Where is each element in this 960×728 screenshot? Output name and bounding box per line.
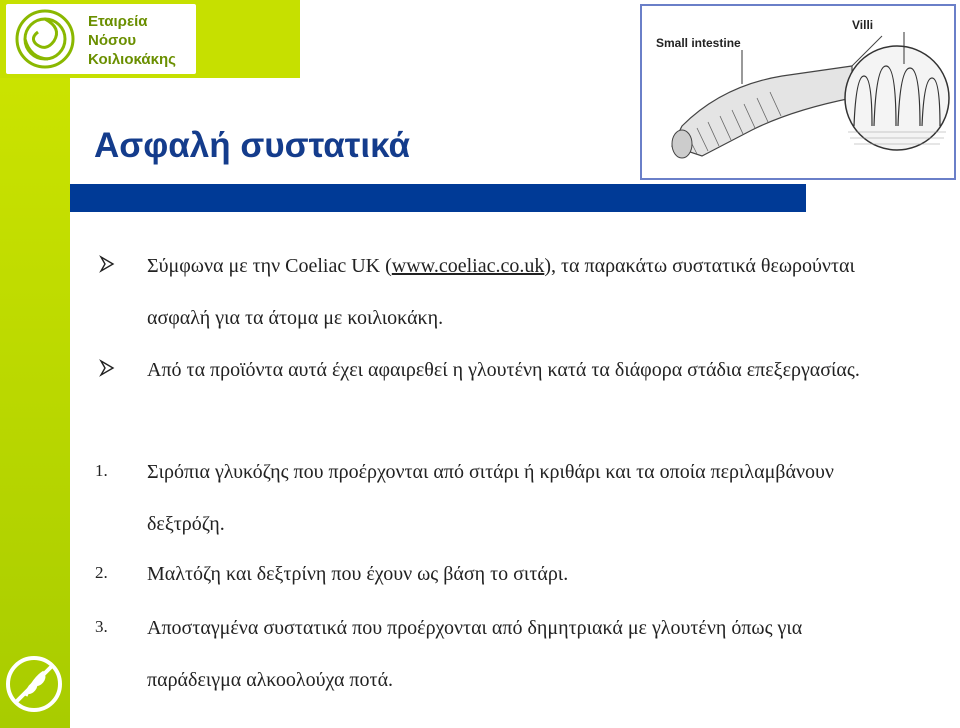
bullet-text-before-link: Σύμφωνα με την Coeliac UK ( [147,255,392,277]
numbered-text: Σιρόπια γλυκόζης που προέρχονται από σιτάρι ή κριθάρι και τα οποία περιλαμβάνουν δεξτρόζη. [147,461,834,535]
coeliac-link[interactable]: www.coeliac.co.uk [391,255,545,277]
item-number: 3. [95,617,108,636]
left-green-bar [0,0,70,728]
logo-text [88,12,176,69]
intestine-villi-drawing [642,6,954,178]
bullet-text: Από τα προϊόντα αυτά έχει αφαιρεθεί η γλουτένη κατά τα διάφορα στάδια επεξεργασίας. [147,359,860,381]
arrow-bullet-icon [99,359,115,377]
item-number: 1. [95,461,108,480]
small-intestine-illustration [640,4,956,180]
logo-line-1: Εταιρεία [88,13,148,30]
numbered-text: Αποσταγμένα συστατικά που προέρχονται από δημητριακά με γλουτένη όπως για παράδειγμα αλκοολούχα ποτά. [147,617,803,691]
arrow-bullet-icon [99,255,115,273]
title-underline-bar [70,184,806,212]
label-villi: Villi [852,18,874,32]
item-number: 2. [95,563,108,582]
numbered-text: Μαλτόζη και δεξτρίνη που έχουν ως βάση το σιτάρι. [147,563,569,585]
logo-line-2: Νόσου [88,32,137,49]
slide-title: Ασφαλή συστατικά [94,126,410,165]
bullet-text [147,240,892,344]
logo-line-3: Κοιλιοκάκης [88,51,176,68]
logo-swirl-icon [10,8,80,70]
gluten-free-icon [4,654,64,714]
bullet-text-after-link: ), τα παρακάτω συστατικά θεωρούνται ασφαλή για τα άτομα με κοιλιοκάκη. [147,255,855,329]
organization-logo [6,4,196,74]
label-small-intestine: Small intestine [656,36,741,50]
